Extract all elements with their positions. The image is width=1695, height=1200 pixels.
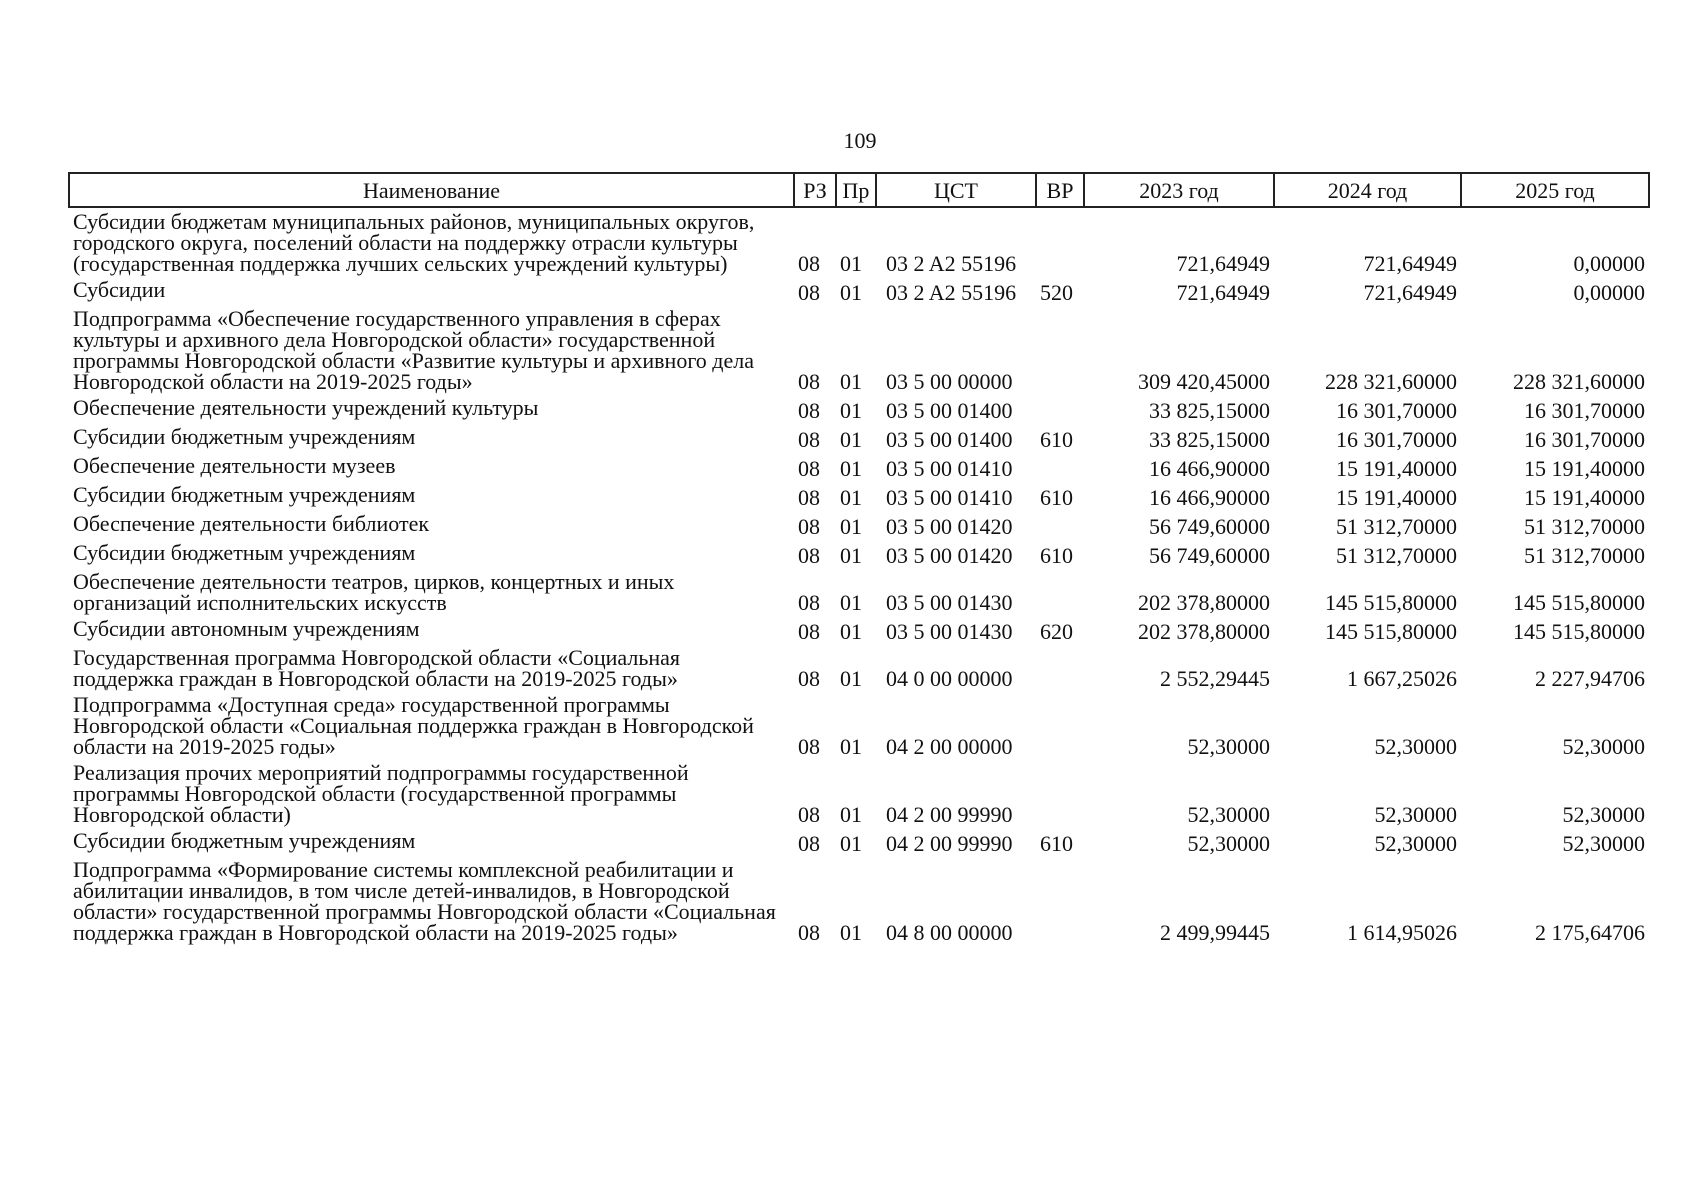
row-pr: 01 [840,802,862,827]
row-2025: 0,00000 [1573,251,1645,276]
table-row [69,568,1649,615]
row-2025: 16 301,70000 [1524,427,1645,452]
row-2023: 721,64949 [1176,280,1270,305]
row-vr: 610 [1040,485,1073,510]
row-2024: 721,64949 [1363,251,1457,276]
row-pr: 01 [840,369,862,394]
row-2025: 228 321,60000 [1513,369,1645,394]
row-2024: 721,64949 [1363,280,1457,305]
row-rz: 08 [798,251,820,276]
row-2024: 1 667,25026 [1347,666,1457,691]
page-number: 109 [843,128,877,153]
row-vr: 610 [1040,427,1073,452]
row-name: Обеспечение деятельности музеев [73,453,396,478]
table-row [69,423,1649,452]
header-cst: ЦСТ [876,173,1036,207]
row-2024: 16 301,70000 [1336,427,1457,452]
row-2025: 145 515,80000 [1513,590,1645,615]
row-cst: 04 0 00 00000 [886,666,1013,691]
row-cst: 03 5 00 01410 [886,485,1013,510]
row-2023: 33 825,15000 [1149,427,1270,452]
row-vr [1036,759,1084,827]
row-vr [1036,452,1084,481]
row-2025: 52,30000 [1562,734,1645,759]
row-2024: 52,30000 [1374,831,1457,856]
row-rz: 08 [798,485,820,510]
row-vr: 610 [1040,543,1073,568]
row-name: Подпрограмма «Доступная среда» государственной программы Новгородской области «Социальная поддержка граждан в Новгородской области на 2019-2025 годы» [73,692,754,759]
row-2025: 2 175,64706 [1535,920,1645,945]
row-vr [1036,394,1084,423]
row-pr: 01 [840,831,862,856]
row-cst: 03 2 A2 55196 [886,280,1017,305]
table-row [69,856,1649,945]
header-vr: ВР [1036,173,1084,207]
table-row [69,481,1649,510]
row-rz: 08 [798,514,820,539]
row-vr [1036,305,1084,394]
row-2024: 16 301,70000 [1336,398,1457,423]
row-name: Субсидии [73,277,166,302]
row-vr [1036,568,1084,615]
row-2023: 309 420,45000 [1138,369,1270,394]
row-name: Реализация прочих мероприятий подпрограммы государственной программы Новгородской области (государственной программы Новгородской области) [73,760,689,827]
row-2024: 51 312,70000 [1336,514,1457,539]
table-row [69,510,1649,539]
table-row [69,539,1649,568]
header-pr: Пр [836,173,876,207]
row-name: Государственная программа Новгородской области «Социальная поддержка граждан в Новгородской области на 2019-2025 годы» [73,645,681,691]
row-pr: 01 [840,543,862,568]
row-rz: 08 [798,666,820,691]
row-name: Подпрограмма «Обеспечение государственного управления в сферах культуры и архивного дела Новгородской области» государственной программы Новгородской области «Развитие культуры и архивного дела Новгородской области на 2019-2025 годы» [73,306,754,394]
row-vr [1036,207,1084,276]
row-pr: 01 [840,280,862,305]
row-pr: 01 [840,666,862,691]
table-row [69,759,1649,827]
row-2024: 1 614,95026 [1347,920,1457,945]
header-rz: РЗ [794,173,836,207]
row-rz: 08 [798,427,820,452]
row-2024: 145 515,80000 [1325,619,1457,644]
row-vr [1036,691,1084,759]
row-vr [1036,510,1084,539]
row-rz: 08 [798,920,820,945]
header-2025: 2025 год [1461,173,1649,207]
row-vr [1036,856,1084,945]
row-2025: 16 301,70000 [1524,398,1645,423]
row-vr [1036,644,1084,691]
row-2023: 16 466,90000 [1149,456,1270,481]
row-2023: 33 825,15000 [1149,398,1270,423]
row-cst: 03 5 00 01430 [886,619,1013,644]
row-name: Субсидии бюджетным учреждениям [73,828,416,853]
row-cst: 03 5 00 01400 [886,427,1013,452]
row-2024: 15 191,40000 [1336,456,1457,481]
row-name: Обеспечение деятельности учреждений культуры [73,395,539,420]
row-pr: 01 [840,514,862,539]
row-name: Субсидии бюджетным учреждениям [73,424,416,449]
row-cst: 04 2 00 99990 [886,802,1013,827]
row-2025: 15 191,40000 [1524,456,1645,481]
row-2025: 52,30000 [1562,831,1645,856]
row-pr: 01 [840,590,862,615]
row-cst: 03 5 00 01420 [886,543,1013,568]
row-name: Обеспечение деятельности театров, цирков, концертных и иных организаций исполнительских искусств [73,569,675,615]
row-pr: 01 [840,398,862,423]
table-row [69,452,1649,481]
table-row [69,394,1649,423]
budget-table [68,172,1650,945]
row-rz: 08 [798,543,820,568]
row-2024: 228 321,60000 [1325,369,1457,394]
row-rz: 08 [798,280,820,305]
row-2024: 52,30000 [1374,802,1457,827]
table-row [69,827,1649,856]
row-cst: 04 2 00 00000 [886,734,1013,759]
row-pr: 01 [840,427,862,452]
row-2023: 721,64949 [1176,251,1270,276]
row-vr: 620 [1040,619,1073,644]
table-row [69,691,1649,759]
row-vr: 610 [1040,831,1073,856]
row-2023: 56 749,60000 [1149,543,1270,568]
row-2023: 52,30000 [1187,802,1270,827]
table-row [69,207,1649,276]
row-name: Субсидии бюджетам муниципальных районов, муниципальных округов, городского округа, поселений области на поддержку отрасли культуры (государственная поддержка лучших сельских учреждений культуры) [73,209,755,276]
row-cst: 04 8 00 00000 [886,920,1013,945]
row-2025: 15 191,40000 [1524,485,1645,510]
row-2023: 202 378,80000 [1138,590,1270,615]
row-2024: 145 515,80000 [1325,590,1457,615]
table-row [69,305,1649,394]
row-2024: 51 312,70000 [1336,543,1457,568]
row-rz: 08 [798,734,820,759]
row-2024: 52,30000 [1374,734,1457,759]
header-2023: 2023 год [1084,173,1274,207]
row-pr: 01 [840,456,862,481]
row-cst: 03 5 00 01410 [886,456,1013,481]
row-rz: 08 [798,398,820,423]
row-2023: 202 378,80000 [1138,619,1270,644]
row-2024: 15 191,40000 [1336,485,1457,510]
row-2025: 51 312,70000 [1524,543,1645,568]
row-2025: 145 515,80000 [1513,619,1645,644]
header-2024: 2024 год [1274,173,1461,207]
row-name: Подпрограмма «Формирование системы комплексной реабилитации и абилитации инвалидов, в том числе детей-инвалидов, в Новгородской области» государственной программы Новгородской области «Социальная поддержка граждан в Новгородской области на 2019-2025 годы» [73,857,776,945]
row-2023: 2 499,99445 [1160,920,1270,945]
row-2025: 52,30000 [1562,802,1645,827]
row-2023: 16 466,90000 [1149,485,1270,510]
row-pr: 01 [840,920,862,945]
row-pr: 01 [840,251,862,276]
row-cst: 03 5 00 01400 [886,398,1013,423]
row-name: Обеспечение деятельности библиотек [73,511,430,536]
row-rz: 08 [798,369,820,394]
row-rz: 08 [798,802,820,827]
row-cst: 03 5 00 01430 [886,590,1013,615]
table-row [69,644,1649,691]
row-name: Субсидии бюджетным учреждениям [73,482,416,507]
row-cst: 03 5 00 01420 [886,514,1013,539]
row-pr: 01 [840,734,862,759]
row-pr: 01 [840,619,862,644]
row-rz: 08 [798,619,820,644]
row-2023: 52,30000 [1187,831,1270,856]
row-name: Субсидии автономным учреждениям [73,616,420,641]
row-cst: 03 2 A2 55196 [886,251,1017,276]
table-row [69,276,1649,305]
row-2023: 52,30000 [1187,734,1270,759]
row-cst: 03 5 00 00000 [886,369,1013,394]
row-name: Субсидии бюджетным учреждениям [73,540,416,565]
header-name: Наименование [69,173,794,207]
table-header-row [69,173,1649,207]
row-2025: 51 312,70000 [1524,514,1645,539]
row-2023: 56 749,60000 [1149,514,1270,539]
row-2025: 0,00000 [1573,280,1645,305]
row-2025: 2 227,94706 [1535,666,1645,691]
row-2023: 2 552,29445 [1160,666,1270,691]
row-pr: 01 [840,485,862,510]
row-rz: 08 [798,831,820,856]
row-rz: 08 [798,456,820,481]
row-vr: 520 [1040,280,1073,305]
table-row [69,615,1649,644]
row-cst: 04 2 00 99990 [886,831,1013,856]
row-rz: 08 [798,590,820,615]
